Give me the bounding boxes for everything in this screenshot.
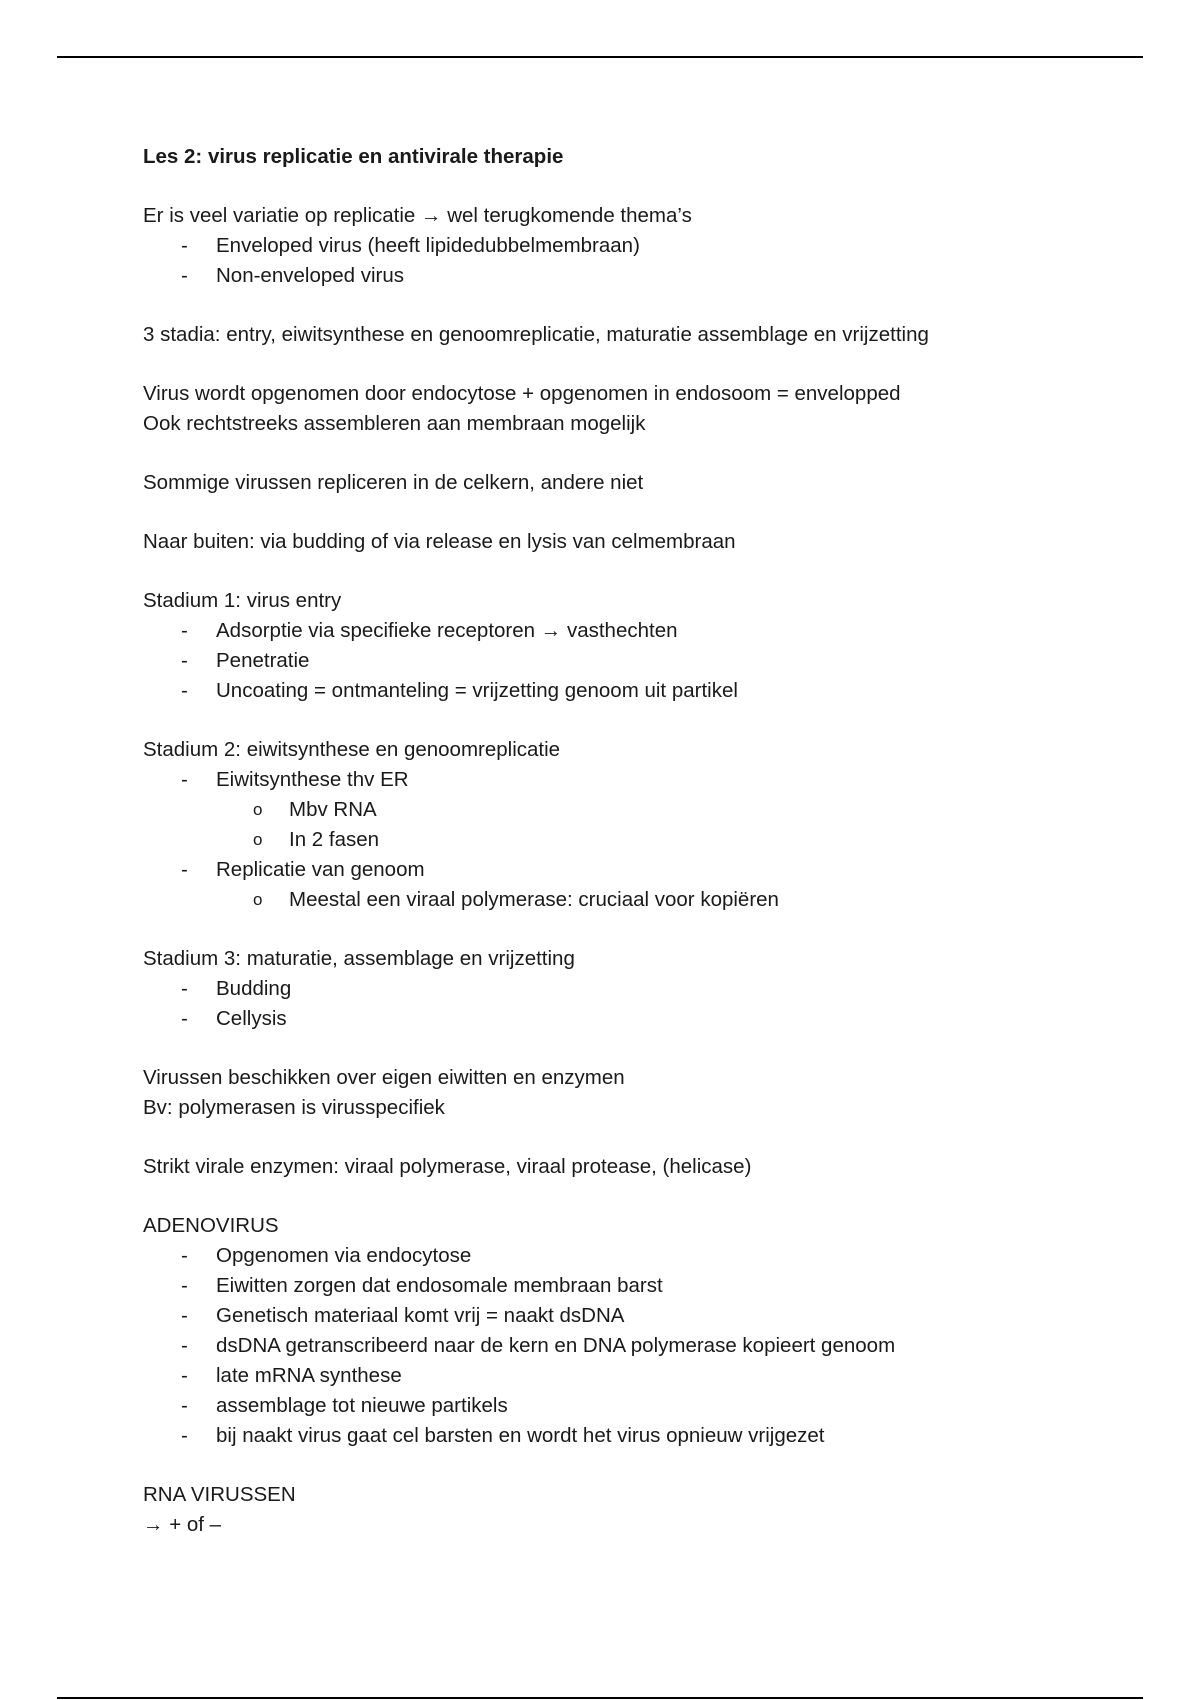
sub-list-item: o Mbv RNA [143, 795, 1103, 825]
kern-paragraph: Sommige virussen repliceren in de celkern, andere niet [143, 471, 644, 494]
adenovirus-heading: ADENOVIRUS [143, 1214, 279, 1237]
stadia-paragraph: 3 stadia: entry, eiwitsynthese en genoomreplicatie, maturatie assemblage en vrijzetting [143, 323, 929, 346]
rna-heading: RNA VIRUSSEN [143, 1483, 296, 1506]
list-item: - Opgenomen via endocytose [143, 1241, 1103, 1271]
list-item: - Eiwitten zorgen dat endosomale membraan barst [143, 1271, 1103, 1301]
enzymes-line-2: Bv: polymerasen is virusspecifiek [143, 1096, 445, 1119]
list-item: - late mRNA synthese [143, 1361, 1103, 1391]
list-item: - Uncoating = ontmanteling = vrijzetting genoom uit partikel [143, 676, 1103, 706]
list-item: - bij naakt virus gaat cel barsten en wordt het virus opnieuw vrijgezet [143, 1421, 1103, 1451]
document-body [143, 142, 1103, 1540]
stage1-heading: Stadium 1: virus entry [143, 589, 342, 612]
stage2-heading: Stadium 2: eiwitsynthese en genoomreplicatie [143, 738, 561, 761]
list-item: - Budding [143, 974, 1103, 1004]
list-item: - Enveloped virus (heeft lipidedubbelmembraan) [143, 231, 1103, 261]
footer-rule [57, 1697, 1143, 1699]
strikt-paragraph: Strikt virale enzymen: viraal polymerase, viraal protease, (helicase) [143, 1155, 752, 1178]
header-rule [57, 56, 1143, 58]
rna-line: → + of – [143, 1513, 222, 1536]
buiten-paragraph: Naar buiten: via budding of via release en lysis van celmembraan [143, 530, 736, 553]
document-title: Les 2: virus replicatie en antivirale therapie [143, 145, 564, 168]
list-item: - Replicatie van genoom [143, 855, 1103, 885]
uptake-line-1: Virus wordt opgenomen door endocytose + opgenomen in endosoom = envelopped [143, 382, 901, 405]
list-item: - dsDNA getranscribeerd naar de kern en DNA polymerase kopieert genoom [143, 1331, 1103, 1361]
list-item: - Penetratie [143, 646, 1103, 676]
list-item: - Non-enveloped virus [143, 261, 1103, 291]
intro-text: Er is veel variatie op replicatie → wel terugkomende thema’s [143, 204, 692, 227]
list-item: - Adsorptie via specifieke receptoren → vasthechten [143, 616, 1103, 646]
list-item: - Cellysis [143, 1004, 1103, 1034]
sub-list-item: o In 2 fasen [143, 825, 1103, 855]
stage3-heading: Stadium 3: maturatie, assemblage en vrijzetting [143, 947, 575, 970]
list-item: - Genetisch materiaal komt vrij = naakt dsDNA [143, 1301, 1103, 1331]
list-item: - assemblage tot nieuwe partikels [143, 1391, 1103, 1421]
list-item: - Eiwitsynthese thv ER [143, 765, 1103, 795]
sub-list-item: o Meestal een viraal polymerase: cruciaal voor kopiëren [143, 885, 1103, 915]
uptake-line-2: Ook rechtstreeks assembleren aan membraan mogelijk [143, 412, 646, 435]
enzymes-line-1: Virussen beschikken over eigen eiwitten en enzymen [143, 1066, 625, 1089]
